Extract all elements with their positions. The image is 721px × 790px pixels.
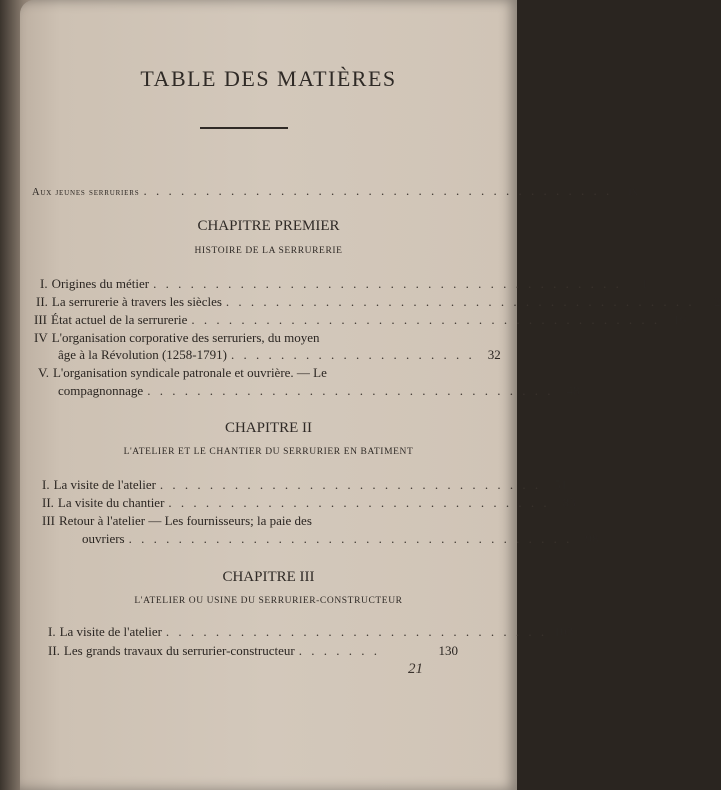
chapter-heading: CHAPITRE PREMIER [197,218,340,234]
toc-entry-number: II. [48,643,60,658]
toc-entry-title: La visite de l'atelier [53,477,156,492]
book-page [20,0,721,790]
toc-entry [34,312,687,328]
toc-entry-title: Les grands travaux du serrurier-constructeur [63,643,295,658]
toc-page-number: ix [628,183,639,198]
leader-dots: . . . . . . . . . . . . . . . . . . . . . . . . . . . . . . . . . . . . . . [153,276,622,291]
toc-entry [42,477,568,493]
toc-entry-number: II. [42,495,54,510]
toc-entry-title: Retour à l'atelier — Les fournisseurs; la paie des [59,513,312,528]
toc-entry-continuation [58,347,501,363]
toc-entry-number: III [42,513,55,528]
chapter-heading: CHAPITRE II [224,420,313,436]
toc-entry-title: L'organisation syndicale patronale et ouvrière. — Le [52,365,327,380]
toc-page-number: 1 [641,276,648,291]
chapter-heading: CHAPITRE III [222,569,315,585]
toc-entry-title: La visite de l'atelier [59,624,162,639]
toc-entry-number: V. [38,365,49,380]
toc-entry [36,294,721,310]
toc-entry-continuation [82,531,599,547]
leader-dots: . . . . . . . . . . . . . . . . . . . . . . . . . . . . . . . . . . . . [128,531,573,546]
toc-entry-title: L'organisation corporative des serruriers, du moyen [51,330,320,345]
leader-dots: . . . . . . . . . . . . . . . . . . . . . . . . . . . . . . . . . [147,383,554,398]
toc-page-number: 83 [562,495,576,510]
toc-entry-number: I. [48,624,56,639]
leader-dots: . . . . . . . . . . . . . . . . . . . . . . . . . . . . . . . . . . . . . . [191,312,661,327]
toc-entry-title: La serrurerie à travers les siècles [51,294,222,309]
toc-page-number: 130 [438,643,458,658]
toc-entry-title-cont: âge à la Révolution (1258-1791) [58,347,227,362]
toc-entry [42,513,454,529]
toc-preface-label: Aux jeunes serruriers [32,187,140,198]
title-divider [200,127,288,129]
toc-entry-continuation [58,383,580,399]
toc-page-number: 32 [487,347,501,362]
toc-entry-number: IV [34,330,48,345]
toc-page-number: 51 [554,477,568,492]
chapter-subtitle: L'ATELIER OU USINE DU SERRURIER-CONSTRUCTEUR [134,596,403,606]
toc-preface-row [32,183,639,199]
toc-page-number: 16 [673,312,687,327]
toc-entry [34,330,454,346]
toc-entry [42,495,576,511]
chapter-subtitle: L'ATELIER ET LE CHANTIER DU SERRURIER EN BATIMENT [123,447,414,457]
handwritten-mark: 21 [408,661,423,677]
toc-entry-number: I. [42,477,50,492]
toc-entry-title: État actuel de la serrurerie [51,312,188,327]
toc-entry [48,624,574,640]
toc-page-number: 2 [714,294,721,309]
leader-dots: . . . . . . . . . . . . . . . . . . . . . . . . . . . . . . . . . . . . . . [225,294,695,309]
toc-entry-title: La visite du chantier [57,495,165,510]
toc-page-number: 98 [585,531,599,546]
leader-dots: . . . . . . . [298,643,380,658]
toc-entry-title-cont: ouvriers [82,531,125,546]
toc-entry-number: III [34,312,47,327]
toc-entry-title: Origines du métier [51,276,150,291]
leader-dots: . . . . . . . . . . . . . . . . . . . . . . . . . . . . . . . [168,495,550,510]
toc-entry-number: I. [40,276,48,291]
toc-entry [40,276,648,292]
toc-page-number: 48 [566,383,580,398]
leader-dots: . . . . . . . . . . . . . . . . . . . . . . . . . . . . . . . [159,477,542,492]
toc-entry [48,643,458,659]
toc-entry-number: II. [36,294,48,309]
page-title: TABLE DES MATIÈRES [140,66,397,91]
leader-dots: . . . . . . . . . . . . . . . . . . . . [230,347,475,362]
toc-entry [38,365,454,381]
leader-dots: . . . . . . . . . . . . . . . . . . . . . . . . . . . . . . . . . . . . . . [143,183,613,198]
toc-page-number: 103 [553,624,574,639]
chapter-subtitle: HISTOIRE DE LA SERRURERIE [194,246,343,256]
toc-entry-title-cont: compagnonnage [58,383,144,398]
leader-dots: . . . . . . . . . . . . . . . . . . . . . . . . . . . . . . . [165,624,548,639]
